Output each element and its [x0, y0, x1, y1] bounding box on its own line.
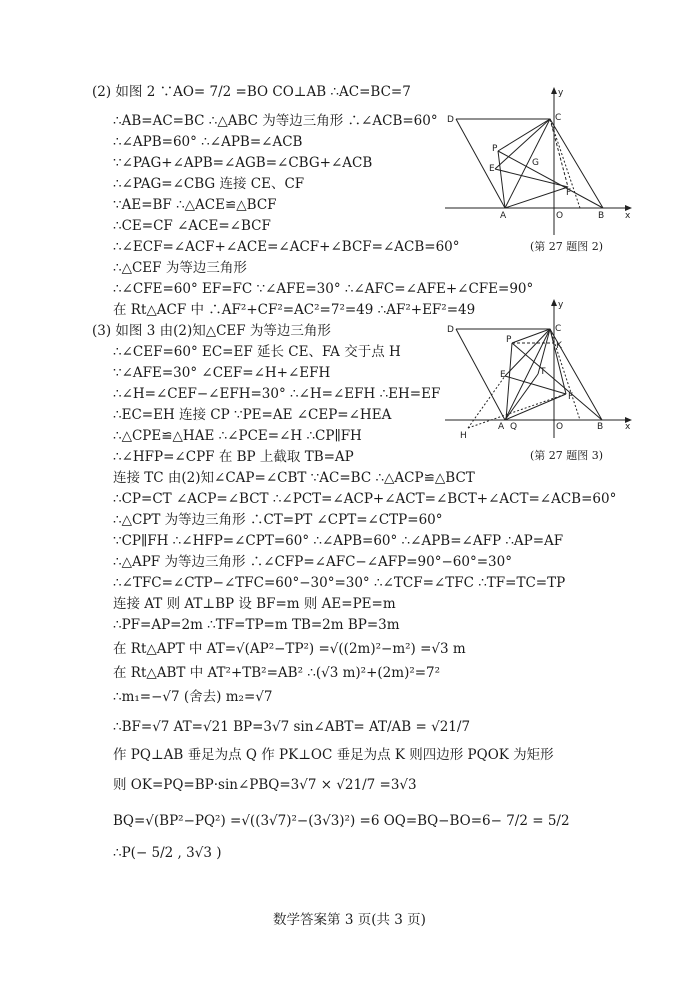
- segment-dc-cb: [456, 119, 603, 208]
- segment-ef: [505, 376, 566, 394]
- text-line: 则 OK=PQ=BP·sin∠PBQ=3√7 × √21/7 =3√3: [113, 777, 417, 793]
- page-footer: 数学答案第 3 页(共 3 页): [273, 912, 426, 928]
- text-line: ∴△CEF 为等边三角形: [113, 260, 247, 276]
- label-y: y: [558, 88, 564, 98]
- label-d: D: [447, 325, 454, 335]
- label-p: P: [506, 335, 512, 345]
- label-e: E: [500, 370, 506, 380]
- figure-2-caption: (第 27 题图 2): [530, 240, 604, 253]
- figure-3-caption: (第 27 题图 3): [530, 449, 604, 462]
- label-b: B: [598, 211, 605, 221]
- text-line: ∵∠PAG+∠APB=∠AGB=∠CBG+∠ACB: [113, 155, 373, 171]
- text-line: 连接 TC 由(2)知∠CAP=∠CBT ∵AC=BC ∴△ACP≌△BCT: [113, 470, 475, 486]
- text-line: ∴∠ECF=∠ACF+∠ACE=∠ACF+∠BCF=∠ACB=60°: [113, 239, 460, 255]
- label-f: F: [568, 392, 574, 402]
- label-t: T: [540, 367, 546, 377]
- label-k: K: [556, 341, 562, 351]
- label-p: P: [492, 144, 498, 154]
- text-line: ∴∠CFE=60° EF=FC ∵∠AFE=30° ∴∠AFC=∠AFE+∠CFE=90°: [113, 281, 534, 297]
- label-d: D: [447, 115, 454, 125]
- text-line: ∴△APF 为等边三角形 ∴∠CFP=∠AFC−∠AFP=90°−60°=30°: [113, 554, 512, 570]
- text-line: 在 Rt△ACF 中 ∴AF²+CF²=AC²=7²=49 ∴AF²+EF²=49: [113, 302, 476, 318]
- text-line: ∵AE=BF ∴△ACE≌△BCF: [113, 197, 277, 213]
- label-c: C: [555, 113, 562, 123]
- label-a: A: [498, 422, 505, 432]
- text-line: ∴PF=AP=2m ∴TF=TP=m TB=2m BP=3m: [113, 617, 400, 633]
- label-o: O: [556, 422, 564, 432]
- text-line: 连接 AT 则 AT⊥BP 设 BF=m 则 AE=PE=m: [113, 596, 396, 612]
- text-line: ∴∠HFP=∠CPF 在 BP 上截取 TB=AP: [113, 449, 354, 465]
- label-o: O: [556, 211, 564, 221]
- label-e: E: [489, 164, 495, 174]
- text-line: ∴△CPE≌△HAE ∴∠PCE=∠H ∴CP∥FH: [113, 428, 362, 444]
- label-x: x: [625, 211, 631, 221]
- figure-3: [440, 298, 640, 448]
- text-line: ∴∠CEF=60° EC=EF 延长 CE、FA 交于点 H: [113, 344, 401, 360]
- y-arrow: [551, 299, 557, 306]
- text-line: ∴EC=EH 连接 CP ∵PE=AE ∠CEP=∠HEA: [113, 407, 392, 423]
- segment-ec: [495, 119, 550, 169]
- text-line: ∴AB=AC=BC ∴△ABC 为等边三角形 ∴∠ACB=60°: [113, 113, 438, 129]
- segment-cf: [550, 119, 568, 187]
- text-line: ∴∠PAG=∠CBG 连接 CE、CF: [113, 176, 305, 192]
- text-line: (2) 如图 2 ∵AO= 7/2 =BO CO⊥AB ∴AC=BC=7: [92, 84, 411, 100]
- figure-2: [440, 85, 640, 245]
- label-x: x: [625, 422, 631, 432]
- label-q: Q: [510, 422, 518, 432]
- segment-cf: [550, 329, 566, 394]
- label-h: H: [460, 431, 467, 441]
- segment-da: [456, 329, 505, 420]
- label-c: C: [555, 324, 562, 334]
- text-line: ∴∠APB=60° ∴∠APB=∠ACB: [113, 134, 303, 150]
- text-line: ∵CP∥FH ∴∠HFP=∠CPT=60° ∴∠APB=60° ∴∠APB=∠AFP ∴AP=AF: [113, 533, 564, 549]
- text-line: 在 Rt△APT 中 AT=√(AP²−TP²) =√((2m)²−m²) =√3 m: [113, 641, 466, 657]
- label-f: F: [566, 188, 572, 198]
- text-line: ∵∠AFE=30° ∠CEF=∠H+∠EFH: [113, 365, 331, 381]
- label-b: B: [597, 422, 604, 432]
- text-line: ∴P(− 5/2 , 3√3 ): [113, 845, 222, 861]
- text-line: (3) 如图 3 由(2)知△CEF 为等边三角形: [92, 323, 331, 339]
- label-g: G: [532, 158, 539, 168]
- text-line: ∴BF=√7 AT=√21 BP=3√7 sin∠ABT= AT/AB = √21/7: [113, 719, 471, 735]
- segment-da: [456, 119, 505, 208]
- text-line: ∴∠H=∠CEF−∠EFH=30° ∴∠H=∠EFH ∴EH=EF: [113, 386, 441, 402]
- label-y: y: [558, 300, 564, 310]
- segment-ef: [495, 169, 568, 187]
- segment-pb: [498, 151, 603, 208]
- text-line: ∴CP=CT ∠ACP=∠BCT ∴∠PCT=∠ACP+∠ACT=∠BCT+∠ACT=∠ACB=60°: [113, 491, 617, 507]
- label-a: A: [500, 211, 507, 221]
- y-arrow: [551, 87, 557, 94]
- text-line: ∴∠TFC=∠CTP−∠TFC=60°−30°=30° ∴∠TCF=∠TFC ∴TF=TC=TP: [113, 575, 566, 591]
- segment-pa: [498, 151, 505, 208]
- text-line: ∴CE=CF ∠ACE=∠BCF: [113, 218, 271, 234]
- text-line: ∴△CPT 为等边三角形 ∴CT=PT ∠CPT=∠CTP=60°: [113, 512, 443, 528]
- text-line: 作 PQ⊥AB 垂足为点 Q 作 PK⊥OC 垂足为点 K 则四边形 PQOK 为矩形: [113, 747, 554, 763]
- text-line: BQ=√(BP²−PQ²) =√((3√7)²−(3√3)²) =6 OQ=BQ−BO=6− 7/2 = 5/2: [113, 813, 570, 829]
- text-line: ∴m₁=−√7 (舍去) m₂=√7: [113, 689, 273, 705]
- text-line: 在 Rt△ABT 中 AT²+TB²=AB² ∴(√3 m)²+(2m)²=7²: [113, 665, 441, 681]
